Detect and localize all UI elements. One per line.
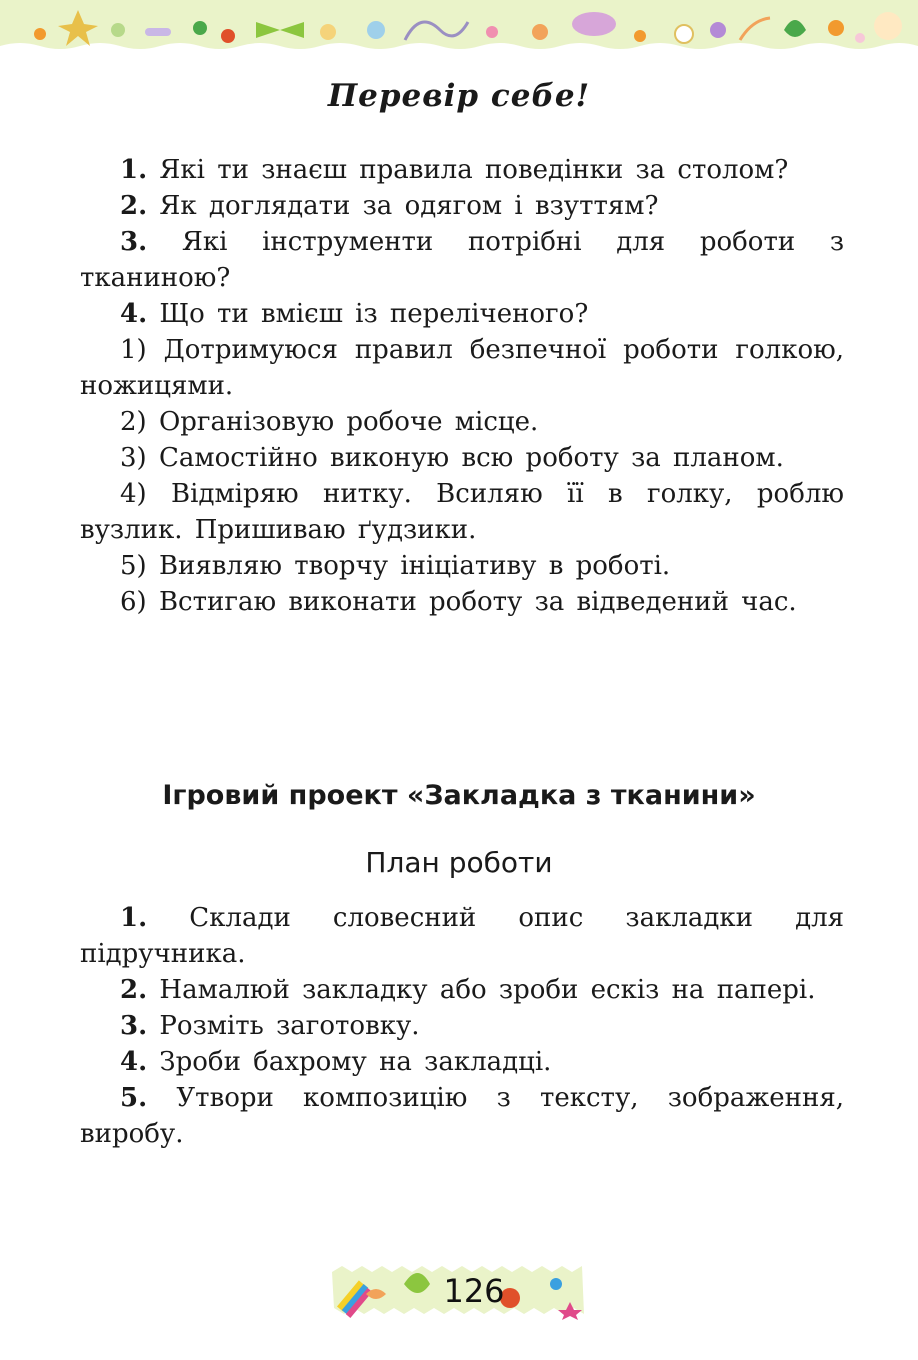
list-item: 2) Організовую робоче місце. bbox=[120, 407, 539, 437]
work-plan-steps bbox=[80, 900, 844, 1152]
list-item: 4) Відміряю нитку. Всиляю її в голку, роблю вузлик. Пришиваю ґудзики. bbox=[80, 479, 844, 545]
plan-title: План роботи bbox=[365, 846, 553, 879]
list-item: 5. Утвори композицію з тексту, зображення, виробу. bbox=[80, 1083, 844, 1149]
list-item: 1. Які ти знаєш правила поведінки за столом? bbox=[120, 155, 789, 185]
list-item: 2. Намалюй закладку або зроби ескіз на папері. bbox=[120, 975, 816, 1005]
list-item: 4. Що ти вмієш із переліченого? bbox=[120, 299, 589, 329]
list-item: 3) Самостійно виконую всю роботу за планом. bbox=[120, 443, 784, 473]
page-title: Перевір себе! bbox=[327, 78, 591, 114]
list-item: 1. Склади словесний опис закладки для підручника. bbox=[80, 903, 844, 969]
project-title: Ігровий проект «Закладка з тканини» bbox=[162, 780, 756, 811]
list-item: 4. Зроби бахрому на закладці. bbox=[120, 1047, 552, 1077]
list-item: 3. Які інструменти потрібні для роботи з тканиною? bbox=[80, 227, 845, 293]
list-item: 6) Встигаю виконати роботу за відведений час. bbox=[120, 587, 797, 617]
list-item: 1) Дотримуюся правил безпечної роботи голкою, ножицями. bbox=[80, 335, 844, 401]
decorative-floral-banner bbox=[0, 0, 918, 52]
list-item: 3. Розміть заготовку. bbox=[120, 1011, 420, 1041]
list-item: 2. Як доглядати за одягом і взуттям? bbox=[120, 191, 659, 221]
page-number: 126 bbox=[443, 1272, 505, 1310]
page-number-ornament bbox=[326, 1262, 588, 1320]
self-check-questions bbox=[80, 152, 844, 620]
list-item: 5) Виявляю творчу ініціативу в роботі. bbox=[120, 551, 671, 581]
